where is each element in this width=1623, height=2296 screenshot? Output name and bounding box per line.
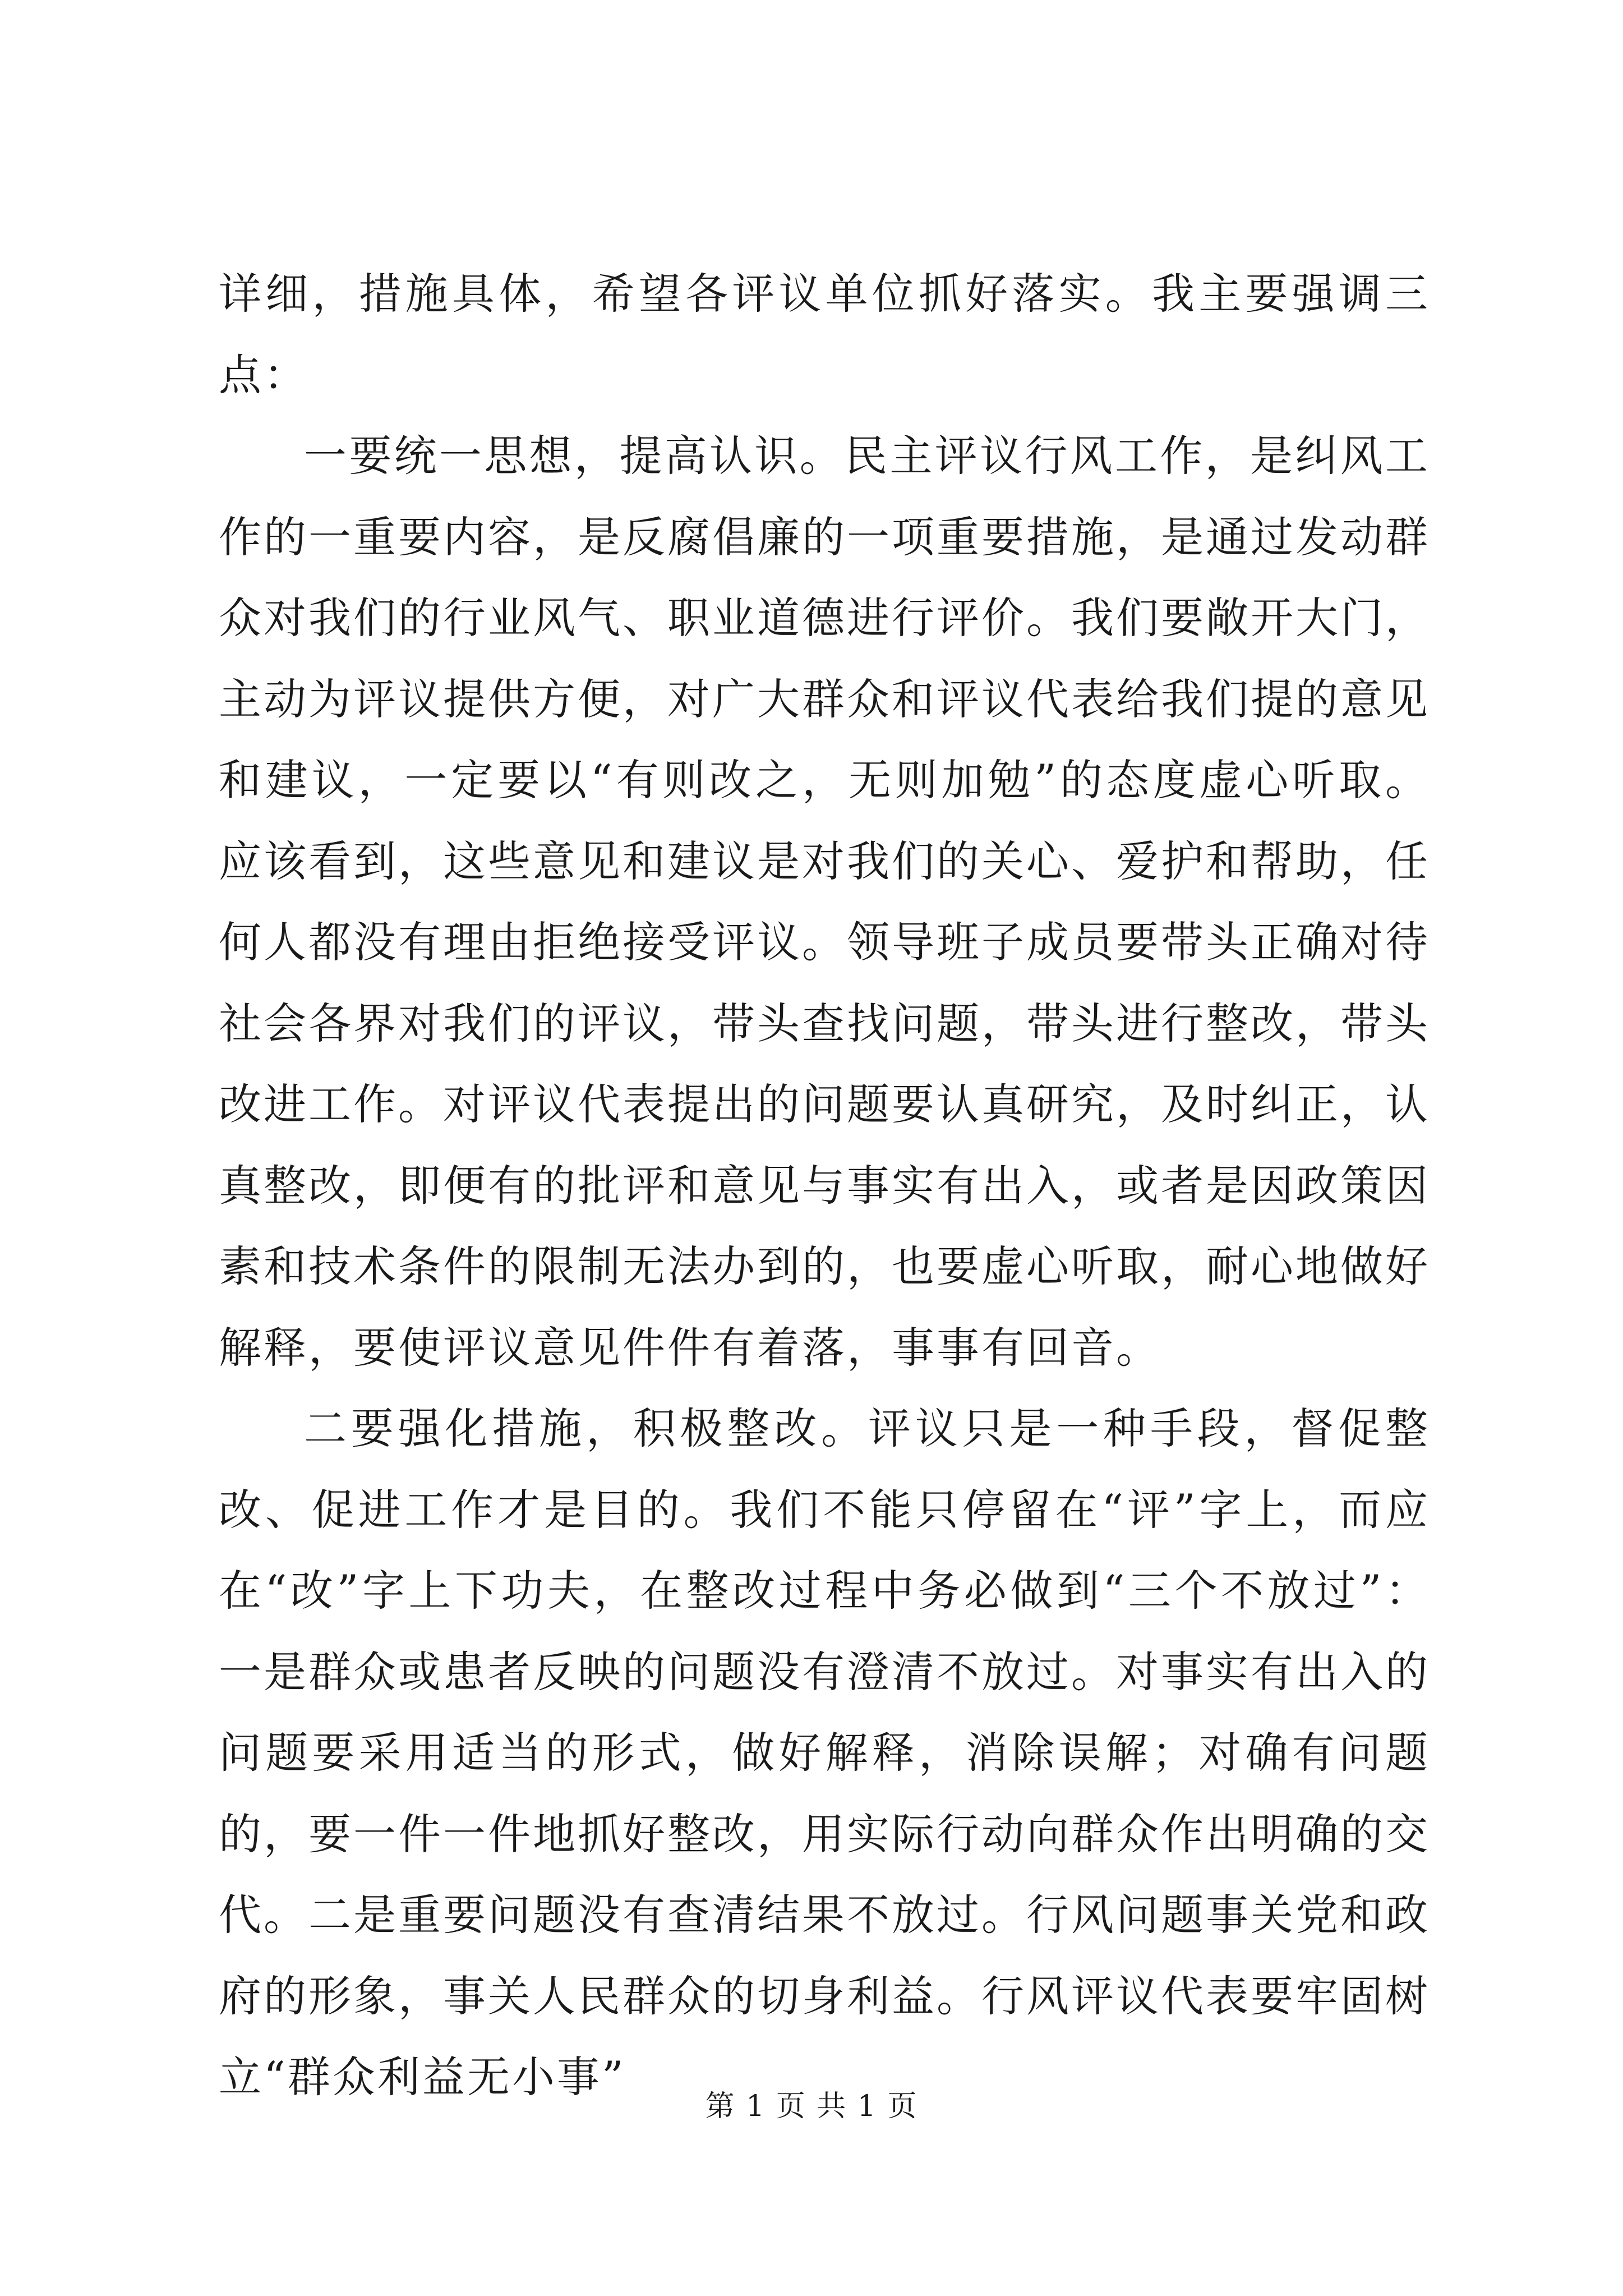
paragraph-3: 二要强化措施，积极整改。评议只是一种手段，督促整改、促进工作才是目的。我们不能只停留在“评”字上，而应在“改”字上下功夫，在整改过程中务必做到“三个不放过”：一是群众或患者反映的问题没有澄清不放过。对事实有出入的问题要采用适当的形式，做好解释，消除误解；对确有问题的，要一件一件地抓好整改，用实际行动向群众作出明确的交代。二是重要问题没有查清结果不放过。行风问题事关党和政府的形象，事关人民群众的切身利益。行风评议代表要牢固树立“群众利益无小事” xyxy=(219,1404,1430,2102)
paragraph-2: 一要统一思想，提高认识。民主评议行风工作，是纠风工作的一重要内容，是反腐倡廉的一项重要措施，是通过发动群众对我们的行业风气、职业道德进行评价。我们要敞开大门，主动为评议提供方便，对广大群众和评议代表给我们提的意见和建议，一定要以“有则改之，无则加勉”的态度虚心听取。应该看到，这些意见和建议是对我们的关心、爱护和帮助，任何人都没有理由拒绝接受评议。领导班子成员要带头正确对待社会各界对我们的评议，带头查找问题，带头进行整改，带头改进工作。对评议代表提出的问题要认真研究，及时纠正，认真整改，即便有的批评和意见与事实有出入，或者是因政策因素和技术条件的限制无法办到的，也要虚心听取，耐心地做好解释，要使评议意见件件有着落，事事有回音。 xyxy=(219,431,1430,1373)
page-footer: 第 1 页 共 1 页 xyxy=(705,2090,918,2123)
paragraph-1: 详细，措施具体，希望各评议单位抓好落实。我主要强调三点： xyxy=(219,269,1430,400)
document-body xyxy=(219,254,1430,2118)
